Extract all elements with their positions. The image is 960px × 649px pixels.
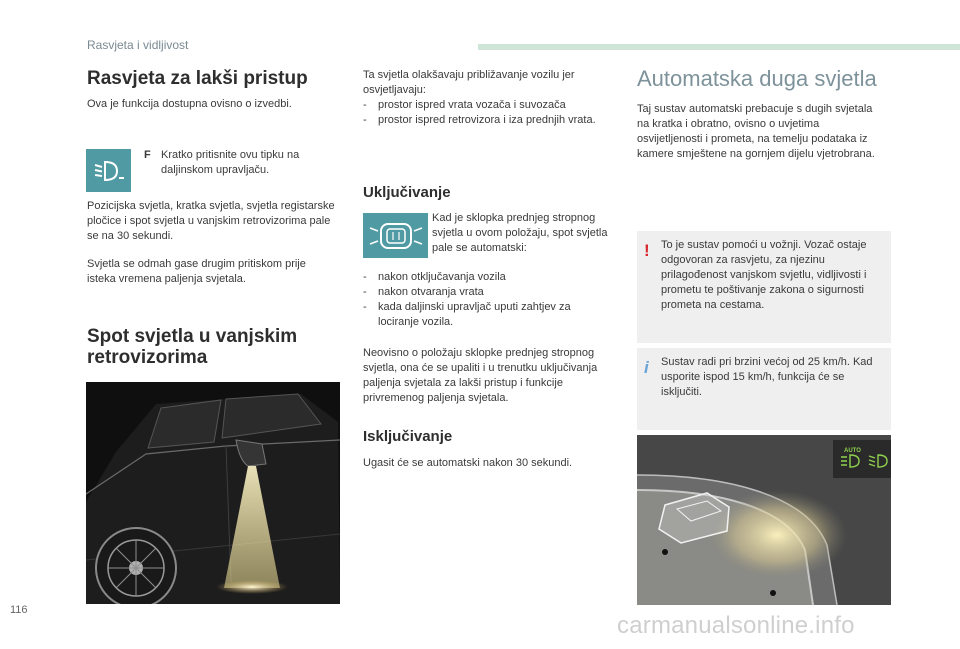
running-header: Rasvjeta i vidljivost — [87, 38, 189, 52]
list-item: - prostor ispred vrata vozača i suvozača — [363, 98, 603, 113]
auto-indicator-label: AUTO — [844, 448, 861, 454]
list-item: - nakon otvaranja vrata — [363, 285, 603, 300]
car-mirror-spotlight-illustration — [86, 382, 340, 604]
illuminated-areas-list — [363, 98, 603, 128]
info-icon: i — [644, 358, 649, 377]
info-text: Sustav radi pri brzini većoj od 25 km/h. Kad usporite ispod 15 km/h, funkcija će se isključiti. — [661, 356, 873, 398]
list-item: - kada daljinski upravljač uputi zahtjev za lociranje vozila. — [363, 300, 603, 330]
courtesy-light-switch-icon — [363, 213, 428, 258]
list-item: - prostor ispred retrovizora i iza prednjih vrata. — [363, 113, 603, 128]
section-title-switching-off: Isključivanje — [363, 428, 453, 445]
section-title-access-lighting: Rasvjeta za lakši pristup — [87, 68, 308, 89]
switch-position-text: Kad je sklopka prednjeg stropnog svjetla u ovom položaju, spot svjetla pale se automatski: — [432, 212, 608, 254]
section-title-mirror-spotlights: Spot svjetla u vanjskim retrovizorima — [87, 326, 298, 368]
info-note — [637, 348, 891, 430]
section-title-auto-high-beam: Automatska duga svjetla — [637, 66, 877, 91]
headlamp-button-icon — [86, 149, 131, 192]
auto-high-beam-road-illustration — [637, 435, 891, 605]
watermark: carmanualsonline.info — [617, 612, 855, 639]
independent-activation-paragraph: Neovisno o položaju sklopke prednjeg stropnog svjetla, ona će se upaliti i u trenutku uključivanja paljenja svjetala za lakši pristup i funkcije privremenog paljenja svjetala. — [363, 347, 598, 404]
availability-note: Ova je funkcija dostupna ovisno o izvedbi. — [87, 98, 292, 110]
warning-note — [637, 231, 891, 343]
auto-high-beam-intro: Taj sustav automatski prebacuje s dugih svjetala na kratka i obratno, ovisno o uvjetima osvijetljenosti i prometa, na temelju podataka iz kamere smještene na gornjem dijelu vjetrobrana. — [637, 103, 875, 160]
warning-text: To je sustav pomoći u vožnji. Vozač ostaje odgovoran za rasvjetu, za njezinu prilagođenost vanjskom svjetlu, vidljivosti i prometu te poštivanje zakona o sigurnosti prometa na cestama. — [661, 239, 867, 311]
warning-icon: ! — [644, 241, 650, 260]
activation-conditions-list — [363, 270, 603, 330]
section-title-switching-on: Uključivanje — [363, 184, 451, 201]
header-bar — [478, 44, 960, 50]
lights-on-paragraph: Pozicijska svjetla, kratka svjetla, svjetla registarske pločice i spot svjetla u vanjskim retrovizorima pale se na 30 sekundi. — [87, 200, 335, 242]
auto-off-text: Ugasit će se automatski nakon 30 sekundi. — [363, 457, 573, 469]
step-instruction: Kratko pritisnite ovu tipku na daljinskom upravljaču. — [161, 149, 300, 176]
list-item: - nakon otključavanja vozila — [363, 270, 603, 285]
step-marker: F — [144, 149, 151, 161]
spotlights-intro: Ta svjetla olakšavaju približavanje vozilu jer osvjetljavaju: — [363, 69, 575, 96]
lights-off-paragraph: Svjetla se odmah gase drugim pritiskom prije isteka vremena paljenja svjetala. — [87, 258, 306, 285]
page-number: 116 — [10, 604, 28, 616]
